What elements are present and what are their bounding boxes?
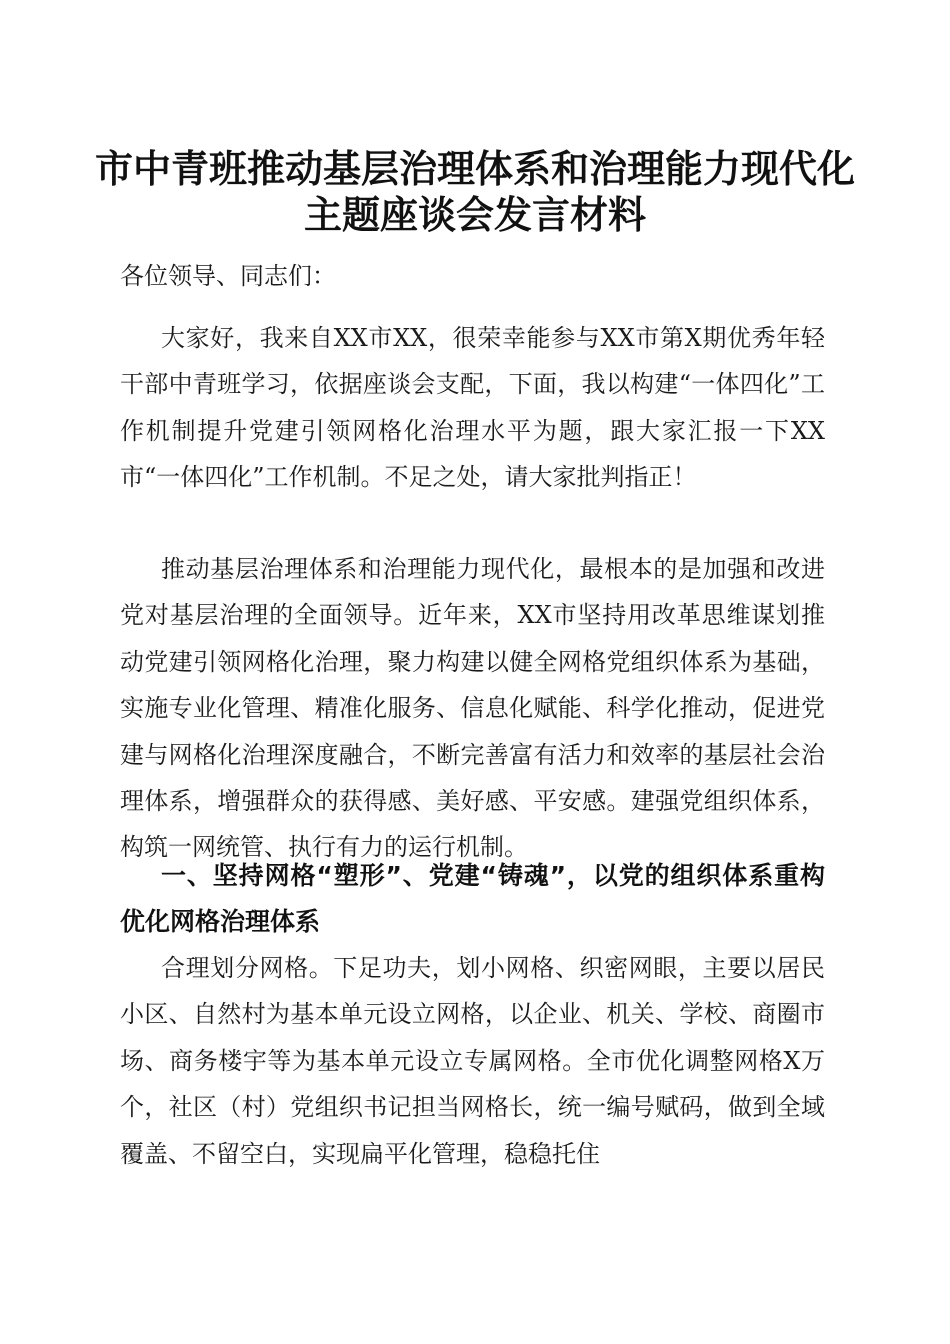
document-title-line-1: 市中青班推动基层治理体系和治理能力现代化 xyxy=(94,146,855,191)
intro-paragraph: 推动基层治理体系和治理能力现代化，最根本的是加强和改进党对基层治理的全面领导。近年来，XX市坚持用改革思维谋划推动党建引领网格化治理，聚力构建以健全网格党组织体系为基础，实施专业化管理、精准化服务、信息化赋能、科学化推动，促进党建与网格化治理深度融合，不断完善富有活力和效率的基层社会治理体系，增强群众的获得感、美好感、平安感。建强党组织体系，构筑一网统管、执行有力的运行机制。 xyxy=(120,555,825,862)
salutation: 各位领导、同志们： xyxy=(120,262,336,290)
opening-paragraph: 大家好，我来自XX市XX，很荣幸能参与XX市第X期优秀年轻干部中青班学习，依据座谈会支配，下面，我以构建“一体四化”工作机制提升党建引领网格化治理水平为题，跟大家汇报一下XX市“一体四化”工作机制。不足之处，请大家批判指正！ xyxy=(120,324,825,492)
document-title-line-2: 主题座谈会发言材料 xyxy=(303,192,646,237)
section-heading-1: 一、坚持网格“塑形”、党建“铸魂”，以党的组织体系重构优化网格治理体系 xyxy=(120,861,825,936)
section-1-paragraph: 合理划分网格。下足功夫，划小网格、织密网眼，主要以居民小区、自然村为基本单元设立网格，以企业、机关、学校、商圈市场、商务楼宇等为基本单元设立专属网格。全市优化调整网格X万个，社区（村）党组织书记担当网格长，统一编号赋码，做到全域覆盖、不留空白，实现扁平化管理，稳稳托住 xyxy=(120,954,825,1168)
